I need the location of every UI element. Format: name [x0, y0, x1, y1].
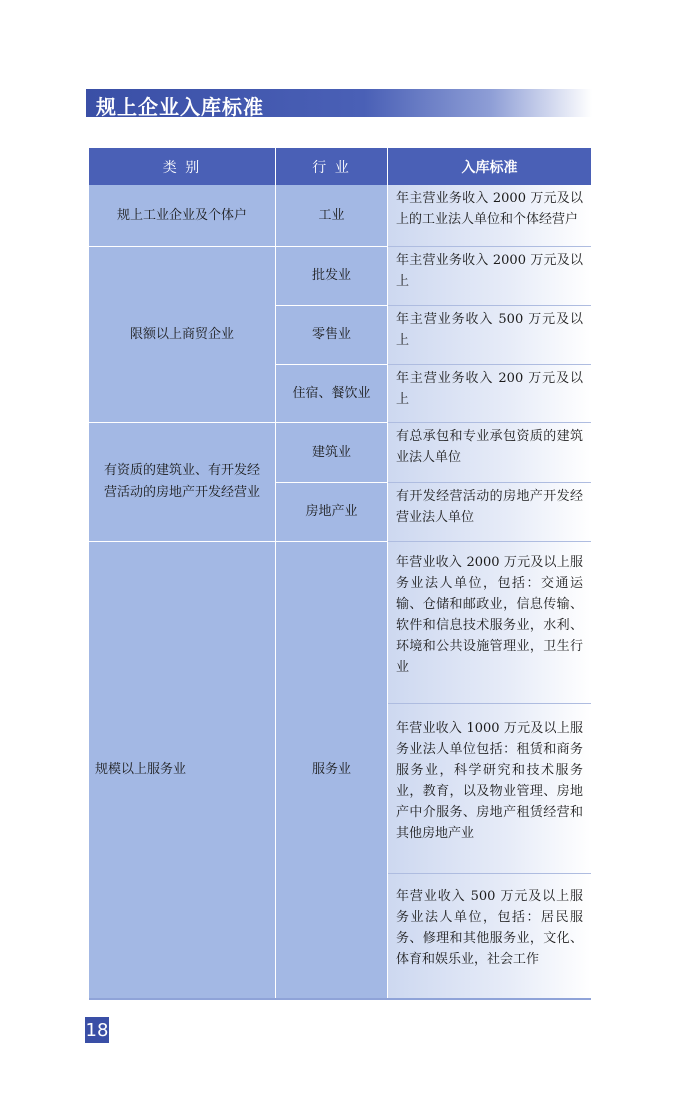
- industry-cell: [276, 247, 388, 306]
- category-label: 规模以上服务业: [95, 762, 187, 777]
- header-category: 类 别: [89, 148, 276, 185]
- industry-label: 批发业: [311, 268, 351, 283]
- header-industry: 行 业: [276, 148, 388, 185]
- table-bottom-rule: [89, 998, 591, 1000]
- page-title-bar: [86, 89, 592, 117]
- industry-cell: [276, 423, 388, 483]
- standard-cell: 年营业收入 2000 万元及以上服务业法人单位，包括：交通运输、仓储和邮政业，信息传输、软件和信息技术服务业，水利、环境和公共设施管理业，卫生行业: [388, 542, 591, 704]
- category-cell: [89, 185, 276, 247]
- category-cell: [89, 542, 276, 998]
- industry-label: 工业: [318, 207, 345, 223]
- page-number: 18: [85, 1017, 109, 1043]
- page-title: 规上企业入库标准: [96, 95, 264, 119]
- standard-cell: 年主营业务收入 200 万元及以上: [388, 365, 591, 423]
- industry-cell: [276, 185, 388, 247]
- category-label: 限额以上商贸企业: [129, 326, 234, 342]
- standard-cell: 年营业收入 1000 万元及以上服务业法人单位包括：租赁和商务服务业，科学研究和技术服务业，教育，以及物业管理、房地产中介服务、房地产租赁经营和其他房地产业: [388, 704, 591, 874]
- standard-cell: 有总承包和专业承包资质的建筑业法人单位: [388, 423, 591, 483]
- category-cell: [89, 247, 276, 423]
- industry-label: 房地产业: [305, 504, 358, 519]
- industry-label: 住宿、餐饮业: [292, 385, 371, 401]
- standards-table: [89, 148, 591, 999]
- industry-label: 服务业: [311, 762, 351, 777]
- industry-cell: [276, 306, 388, 365]
- industry-cell: [276, 483, 388, 542]
- category-label: 规上工业企业及个体户: [116, 207, 247, 223]
- industry-label: 零售业: [311, 327, 351, 342]
- industry-cell: [276, 542, 388, 998]
- standard-cell: 年主营业务收入 500 万元及以上: [388, 306, 591, 365]
- standard-cell: 年营业收入 500 万元及以上服务业法人单位，包括：居民服务、修理和其他服务业，文化、体育和娱乐业，社会工作: [388, 874, 591, 998]
- standard-cell: 有开发经营活动的房地产开发经营业法人单位: [388, 483, 591, 542]
- category-cell: [89, 423, 276, 542]
- category-label: 有资质的建筑业、有开发经营活动的房地产开发经营业: [103, 463, 260, 500]
- standard-cell: 年主营业务收入 2000 万元及以上的工业法人单位和个体经营户: [388, 185, 591, 247]
- standard-cell: 年主营业务收入 2000 万元及以上: [388, 247, 591, 306]
- industry-label: 建筑业: [311, 444, 351, 460]
- industry-cell: [276, 365, 388, 423]
- header-standard: 入库标准: [388, 148, 591, 185]
